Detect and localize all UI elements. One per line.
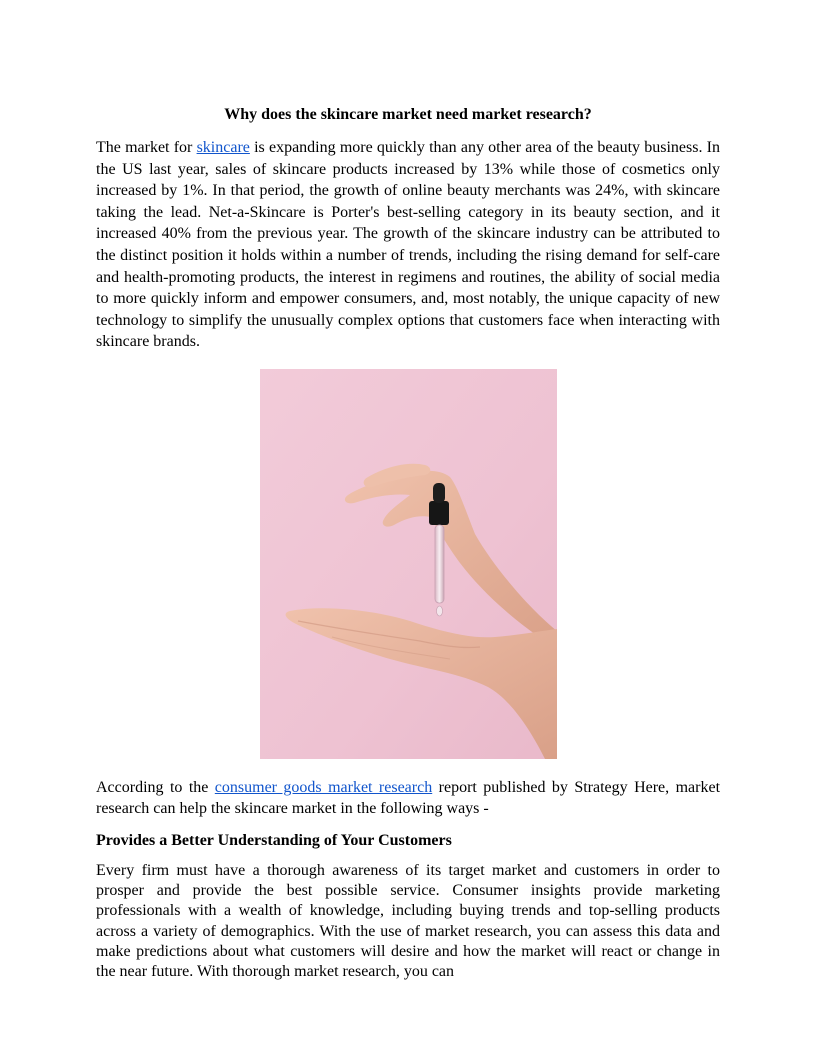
intro-text-after-link: is expanding more quickly than any other area of the beauty business. In the US last year, sales of skincare products increased by 13% while those of cosmetics only increased by 1%. In that period, the growth of online beauty merchants was 24%, with skincare taking the lead. Net-a-Skincare is Porter's best-selling category in its beauty section, and it increased 40% from the previous year. The growth of the skincare industry can be attributed to the distinct position it holds within a number of trends, including the rising demand for self-care and health-promoting products, the interest in regimens and routines, the ability of social media to more quickly inform and empower consumers, and, most notably, the unique capacity of new technology to simplify the unusually complex options that customers face when interacting with skincare brands. — [96, 139, 721, 351]
consumer-goods-research-link[interactable]: consumer goods market research — [214, 778, 433, 796]
intro-paragraph — [96, 137, 720, 353]
strategy-text-before-link: According to the — [96, 778, 215, 796]
document-page — [96, 103, 720, 982]
dropper-cap — [429, 501, 449, 525]
skincare-link[interactable]: skincare — [196, 139, 250, 156]
customers-paragraph: Every firm must have a thorough awareness of its target market and customers in order to prosper and provide the best possible service. Consumer insights provide marketing professionals with a wealth of knowledge, including buying trends and top-selling products across a variety of demographics. With the use of market research, you can assess this data and make predictions about what customers will desire and how the market will react or change in the near future. With thorough market research, you can — [96, 861, 720, 980]
strategy-paragraph — [96, 777, 720, 819]
dropper-glass — [435, 525, 444, 603]
intro-text-before-link: The market for — [96, 139, 197, 156]
strategy-text-after-link: report published by Strategy Here, market research can help the skincare market in the following ways - — [96, 778, 721, 817]
section-heading: Provides a Better Understanding of Your Customers — [96, 831, 452, 849]
skincare-dropper-photo — [260, 369, 557, 759]
document-title: Why does the skincare market need market research? — [224, 106, 592, 123]
